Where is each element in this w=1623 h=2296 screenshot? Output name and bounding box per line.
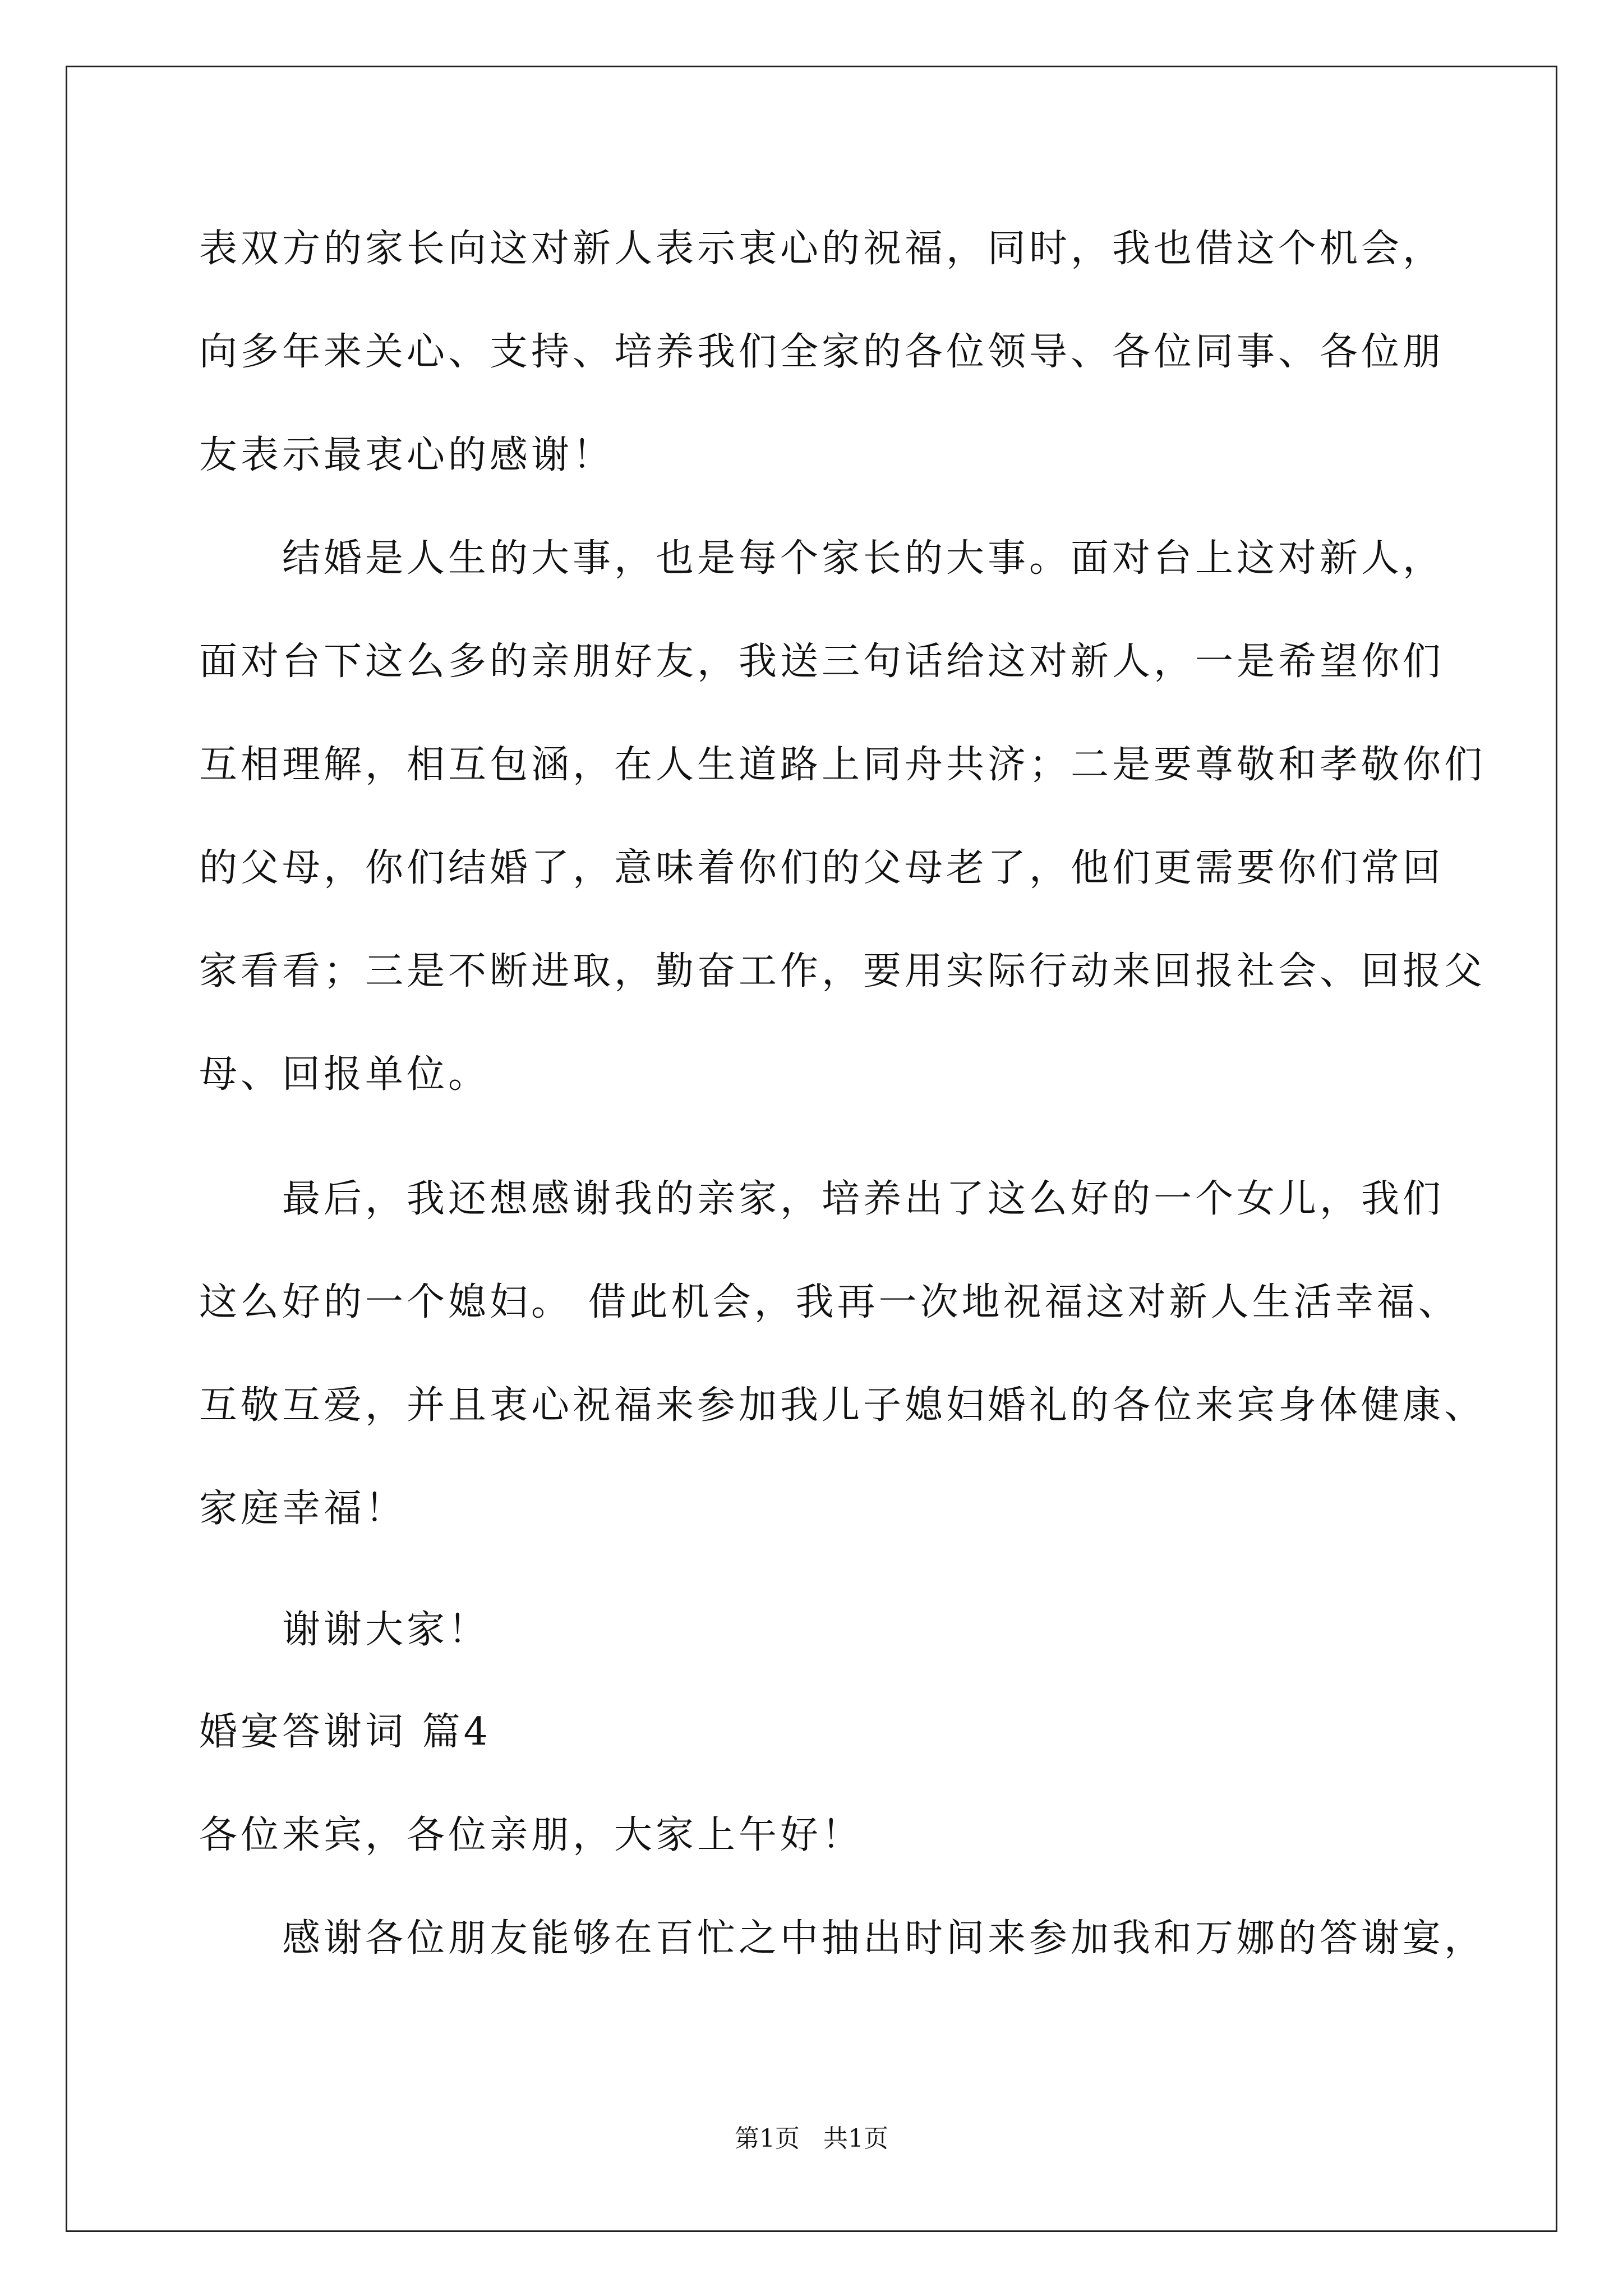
text-line: 母、回报单位。: [199, 1052, 490, 1097]
text-line: 的父母，你们结婚了，意味着你们的父母老了，他们更需要你们常回: [199, 846, 1445, 890]
text-line: 各位来宾，各位亲朋，大家上午好！: [199, 1813, 864, 1857]
text-line: 友表示最衷心的感谢！: [199, 433, 615, 477]
page-footer: 第1页 共1页: [735, 2124, 888, 2153]
text-line: 最后，我还想感谢我的亲家，培养出了这么好的一个女儿，我们: [199, 1177, 1445, 1221]
section-heading: 婚宴答谢词 篇4: [199, 1710, 491, 1754]
text-line: 这么好的一个媳妇。 借此机会，我再一次地祝福这对新人生活幸福、: [199, 1280, 1460, 1324]
text-line: 向多年来关心、支持、培养我们全家的各位领导、各位同事、各位朋: [199, 330, 1445, 374]
text-line: 表双方的家长向这对新人表示衷心的祝福，同时，我也借这个机会，: [199, 227, 1445, 271]
text-line: 结婚是人生的大事，也是每个家长的大事。面对台上这对新人，: [199, 536, 1445, 581]
text-line: 感谢各位朋友能够在百忙之中抽出时间来参加我和万娜的答谢宴，: [199, 1916, 1486, 1961]
page-border: [66, 66, 1557, 2232]
text-line: 谢谢大家！: [199, 1608, 490, 1652]
text-line: 互敬互爱，并且衷心祝福来参加我儿子媳妇婚礼的各位来宾身体健康、: [199, 1383, 1486, 1428]
text-line: 互相理解，相互包涵，在人生道路上同舟共济；二是要尊敬和孝敬你们: [199, 743, 1486, 787]
text-line: 家看看；三是不断进取，勤奋工作，要用实际行动来回报社会、回报父: [199, 949, 1486, 993]
text-line: 家庭幸福！: [199, 1487, 407, 1531]
text-line: 面对台下这么多的亲朋好友，我送三句话给这对新人，一是希望你们: [199, 639, 1445, 684]
